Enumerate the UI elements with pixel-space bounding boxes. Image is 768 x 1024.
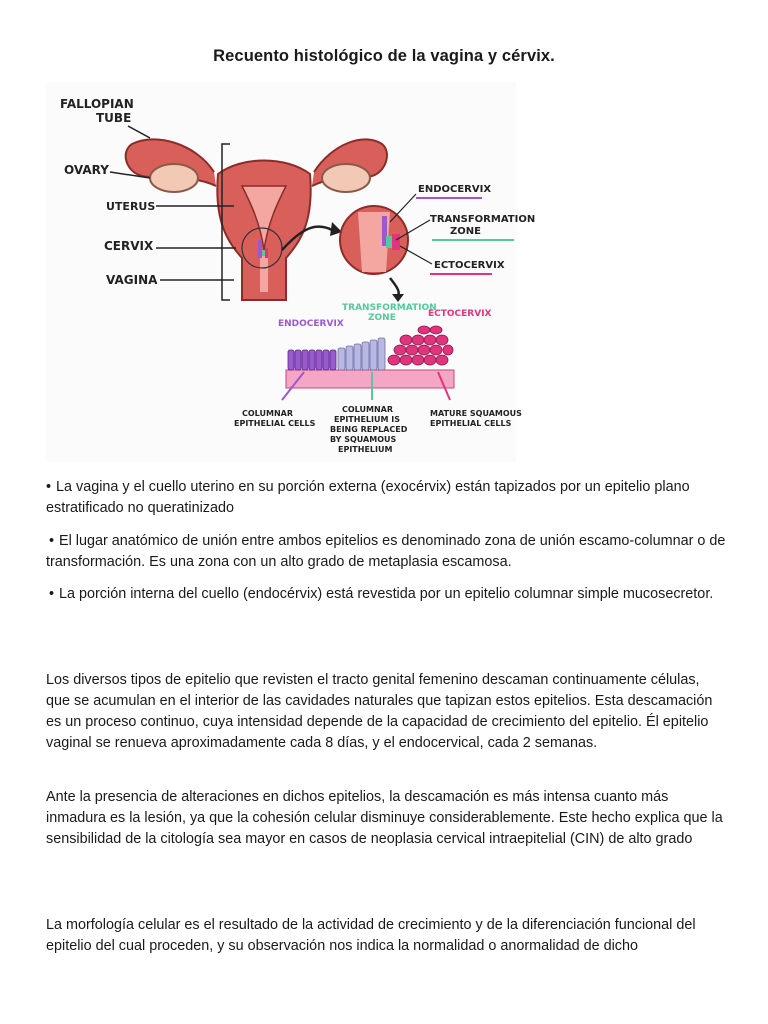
label-squamous-2: EPITHELIAL CELLS — [430, 419, 512, 428]
label-ovary: OVARY — [64, 163, 109, 177]
uterus-cervix-illustration — [46, 82, 536, 462]
label-transformation-zone-tissue-1: TRANSFORMATION — [342, 303, 437, 313]
illustration-svg — [46, 82, 536, 462]
label-squamous-1: MATURE SQUAMOUS — [430, 409, 522, 418]
label-ectocervix-zoom: ECTOCERVIX — [434, 260, 505, 271]
label-transformation-zone-2: ZONE — [450, 226, 481, 237]
label-replaced-5: EPITHELIUM — [338, 445, 393, 454]
label-fallopian-1: FALLOPIAN — [60, 97, 134, 111]
label-replaced-2: EPITHELIUM IS — [334, 415, 400, 424]
label-fallopian-2: TUBE — [96, 111, 132, 125]
paragraph: Ante la presencia de alteraciones en dichos epitelios, la descamación es más intensa cuanto más inmadura es la lesión, ya que la cohesión celular disminuye considerablemente. Este hecho explica que la sensibilidad de la citología sea mayor en casos de neoplasia cervical intraepitelial (CIN) de alto grado — [46, 789, 723, 847]
bullet-text: La porción interna del cuello (endocérvix) está revestida por un epitelio columnar simple mucosecretor. — [59, 586, 714, 602]
label-columnar-1: COLUMNAR — [242, 409, 293, 418]
bullet-item — [46, 531, 726, 573]
bullet-item — [46, 477, 726, 519]
label-columnar-2: EPITHELIAL CELLS — [234, 419, 316, 428]
bullet-item — [46, 584, 726, 605]
cervix-zoom — [340, 206, 408, 274]
bullet-symbol: • — [49, 533, 55, 549]
label-vagina: VAGINA — [106, 273, 158, 287]
label-replaced-3: BEING REPLACED — [330, 425, 408, 434]
paragraph: Los diversos tipos de epitelio que revisten el tracto genital femenino descaman continuamente células, que se acumulan en el interior de las cavidades naturales que tapizan estos epitelios. Esta descamación es un proceso continuo, cuya intensidad depende de la capacidad de crecimiento del epitelio. Él epitelio vaginal se renueva aproximadamente cada 8 días, y el endocervical, cada 2 semanas. — [46, 672, 713, 751]
bullet-text: La vagina y el cuello uterino en su porción externa (exocérvix) están tapizados por un epitelio plano estratificado no queratinizado — [46, 479, 690, 516]
paragraph: La morfología celular es el resultado de la actividad de crecimiento y de la diferenciación funcional del epitelio del cual proceden, y su observación nos indica la normalidad o anormalidad de dicho — [46, 917, 696, 954]
label-replaced-1: COLUMNAR — [342, 405, 393, 414]
label-uterus: UTERUS — [106, 200, 156, 213]
bullet-symbol: • — [46, 479, 52, 495]
label-cervix: CERVIX — [104, 239, 154, 253]
epithelium-diagram — [282, 326, 454, 400]
label-replaced-4: BY SQUAMOUS — [330, 435, 397, 444]
bullet-text: El lugar anatómico de unión entre ambos epitelios es denominado zona de unión escamo-columnar o de transformación. Es una zona con un alto grado de metaplasia escamosa. — [46, 533, 726, 570]
label-transformation-zone-1: TRANSFORMATION — [430, 214, 536, 225]
label-endocervix-tissue: ENDOCERVIX — [278, 319, 344, 329]
right-ovary — [322, 164, 370, 192]
label-transformation-zone-tissue-2: ZONE — [368, 313, 396, 323]
label-ectocervix-tissue: ECTOCERVIX — [428, 309, 492, 319]
document-title: Recuento histológico de la vagina y cérvix. — [213, 47, 555, 65]
left-ovary — [150, 164, 198, 192]
label-endocervix-zoom: ENDOCERVIX — [418, 184, 492, 195]
bullet-symbol: • — [49, 586, 55, 602]
